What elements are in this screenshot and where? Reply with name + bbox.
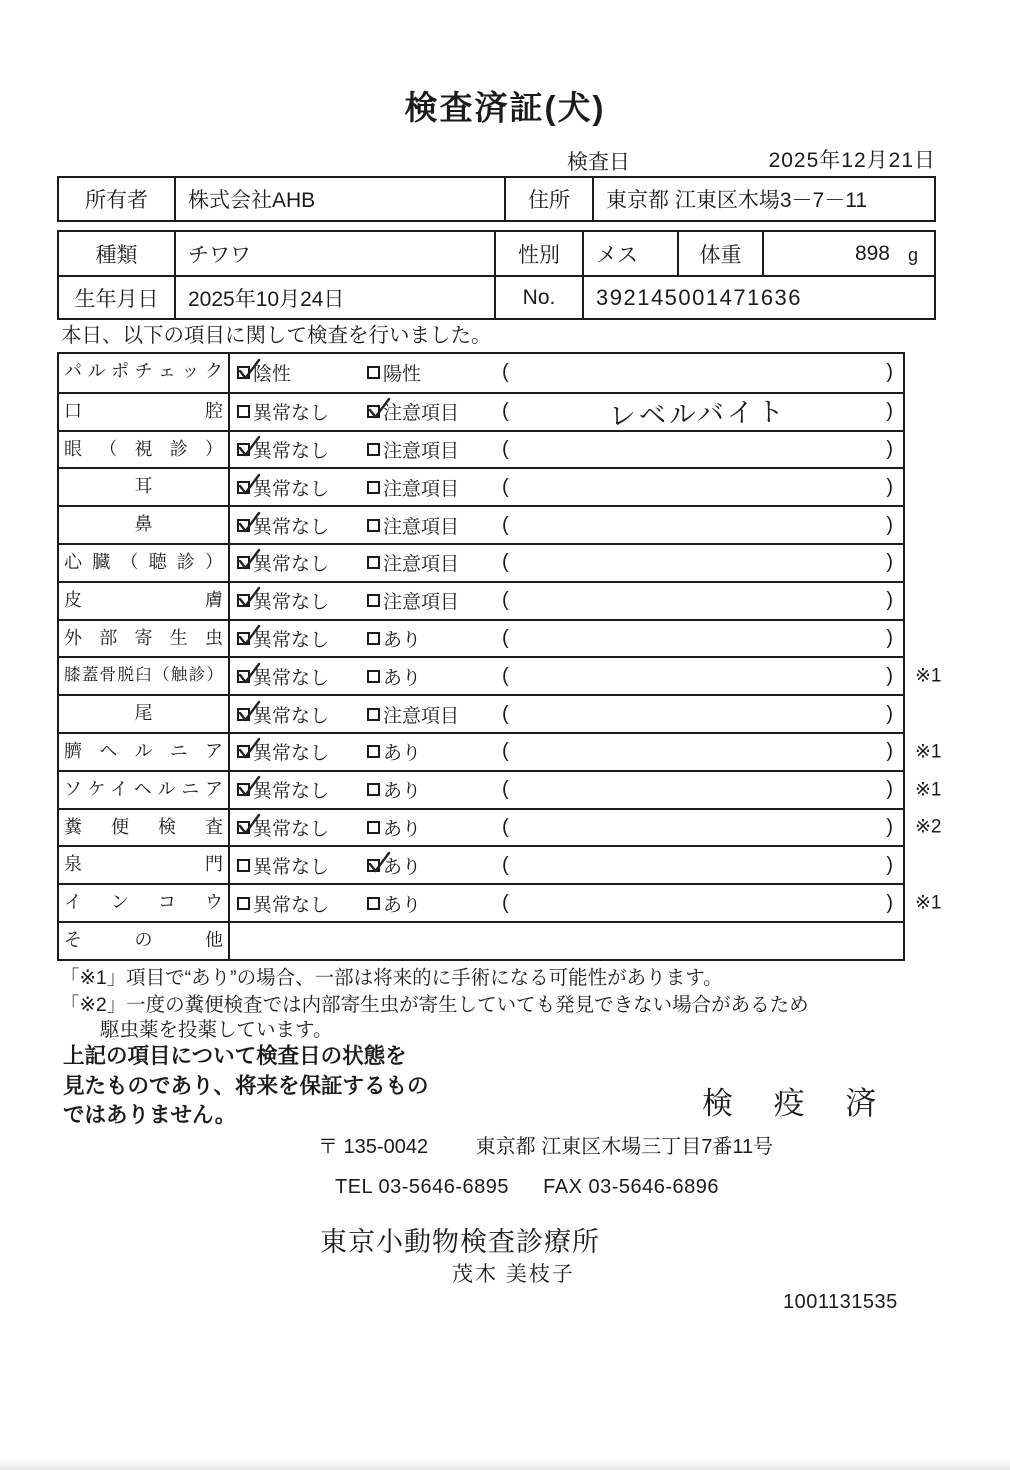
checkbox-icon [367,783,380,796]
option-1-label: 異常なし [253,818,330,840]
footnote-2-line1: 「※2」一度の糞便検査では内部寄生虫が寄生していても発見できない場合があるため [60,994,809,1016]
exam-date-value: 2025年12月21日 [768,149,936,172]
exam-item-label: 眼（視診） [59,432,230,468]
species-value: チワワ [174,232,494,275]
document-serial-number: 1001131535 [783,1291,898,1313]
checkbox-icon [237,632,250,645]
handwritten-note [509,823,887,833]
checkbox-icon [237,897,250,910]
paren-close: ) [886,589,893,612]
option-2-label: 注意項目 [383,592,460,614]
option-1-label: 異常なし [253,478,330,500]
option-1-label: 異常なし [253,629,330,651]
address-value: 東京都 江東区木場3－7－11 [592,178,934,220]
check-mark-icon [236,472,263,497]
option-1-label: 異常なし [253,781,330,803]
paren-open: ( [502,853,509,876]
species-label: 種類 [95,243,138,267]
owner-label: 所有者 [85,189,148,212]
owner-value: 株式会社AHB [174,178,504,220]
paren-open: ( [502,702,509,725]
checkbox-icon [367,670,380,683]
table-row [59,505,903,543]
clinic-postal-address [318,1130,773,1159]
check-mark-icon [236,585,263,610]
check-mark-icon [366,396,393,421]
checkbox-icon [367,405,380,418]
table-row [59,656,942,694]
exam-item-result [230,658,903,694]
registration-no-label: No. [494,275,582,318]
paren-close: ) [886,400,893,423]
exam-item-result [230,432,903,468]
table-row [59,694,903,732]
table-row [59,921,903,959]
page-title: 検査済証(犬) [404,89,606,126]
quarantine-stamp: 検 疫 済 [702,1086,893,1121]
option-2-label: あり [383,667,422,689]
paren-close: ) [886,664,893,687]
disclaimer-line1: 上記の項目について検査日の状態を [63,1044,407,1068]
result-option-1 [237,890,367,917]
result-option-1 [237,852,367,879]
checkbox-icon [237,519,250,532]
option-2-label: あり [383,781,422,803]
handwritten-note [509,482,887,492]
checkbox-icon [367,519,380,532]
result-option-1 [237,663,367,690]
result-option-1 [237,512,367,539]
exam-item-result [230,545,903,581]
paren-close: ) [886,361,893,384]
footnote-2-line2: 駆虫薬を投薬しています。 [100,1019,333,1041]
checkbox-icon [367,594,380,607]
result-option-2 [367,776,502,803]
handwritten-note [509,747,887,757]
checkbox-icon [237,405,250,418]
check-mark-icon [236,357,263,382]
exam-item-result [230,923,903,959]
checkbox-icon [367,745,380,758]
disclaimer-line3: ではありません。 [63,1103,237,1127]
paren-open: ( [502,589,509,612]
table-row [59,543,903,581]
footnote-1: 「※1」項目で“あり”の場合、一部は将来的に手術になる可能性があります。 [60,967,723,989]
check-mark-icon [236,774,263,799]
paren-open: ( [502,361,509,384]
option-2-label: あり [383,818,422,840]
option-2-label: あり [383,856,422,878]
weight-label: 体重 [677,232,762,275]
birthdate-value: 2025年10月24日 [174,275,494,318]
check-mark-icon [366,850,393,875]
check-mark-icon [236,736,263,761]
option-2-label: 注意項目 [383,440,460,462]
exam-item-label: インコウ [59,885,230,921]
exam-item-label: 耳 [59,469,230,505]
paren-close: ) [886,853,893,876]
check-mark-icon [236,661,263,686]
address-label: 住所 [504,178,592,220]
weight-value [762,232,934,275]
checkbox-icon [237,745,250,758]
paren-close: ) [886,891,893,914]
handwritten-note [509,785,887,795]
handwritten-note [509,634,887,644]
result-option-2 [367,587,502,614]
checkbox-icon [237,783,250,796]
table-row [59,732,942,770]
option-1-label: 異常なし [253,592,330,614]
paren-close: ) [886,513,893,536]
paren-close: ) [886,740,893,763]
result-option-2 [367,663,502,690]
table-row [59,619,903,657]
option-1-label: 異常なし [253,403,330,425]
clinic-fax: FAX 03-5646-6896 [543,1176,720,1198]
option-2-label: 注意項目 [383,478,460,500]
result-option-1 [237,549,367,576]
result-option-2 [367,852,502,879]
result-option-2 [367,512,502,539]
paren-open: ( [502,891,509,914]
paren-open: ( [502,551,509,574]
result-option-1 [237,474,367,501]
footnote-mark: ※1 [915,892,942,914]
result-option-2 [367,398,502,425]
option-1-label: 異常なし [253,440,330,462]
exam-item-label: 鼻 [59,507,230,543]
exam-date-label: 検査日 [567,151,630,174]
examiner-name: 茂木 美枝子 [452,1263,575,1286]
clinic-tel: TEL 03-5646-6895 [335,1176,510,1198]
exam-item-label: ソケイヘルニア [59,772,230,808]
exam-item-result [230,394,903,430]
weight-number: 898 [854,241,890,265]
option-2-label: 注意項目 [383,403,460,425]
option-1-label: 異常なし [253,894,330,916]
result-option-2 [367,436,502,463]
paren-open: ( [502,778,509,801]
disclaimer-text [63,1042,429,1131]
result-option-2 [367,549,502,576]
result-option-1 [237,738,367,765]
handwritten-note [509,445,887,455]
handwritten-note [509,596,887,606]
checkbox-icon [367,859,380,872]
checkbox-icon [367,708,380,721]
pet-info-table [57,230,936,320]
owner-table [57,176,936,222]
result-option-1 [237,701,367,728]
table-row [59,808,942,846]
result-option-1 [237,587,367,614]
exam-item-result [230,507,903,543]
result-option-1 [237,625,367,652]
exam-item-label: 泉門 [59,847,230,883]
exam-item-label: 心臓（聴診） [59,545,230,581]
result-option-2 [367,625,502,652]
exam-item-result [230,583,903,619]
exam-item-label: 口腔 [59,394,230,430]
paren-open: ( [502,626,509,649]
checkbox-icon [367,443,380,456]
paren-close: ) [886,551,893,574]
registration-no-value: 392145001471636 [582,275,934,318]
exam-item-label: その他 [59,923,230,959]
paren-open: ( [502,400,509,423]
exam-item-label: 尾 [59,696,230,732]
exam-item-result [230,354,903,392]
checkbox-icon [367,481,380,494]
paren-close: ) [886,437,893,460]
option-2-label: 注意項目 [383,516,460,538]
table-row [59,770,942,808]
result-option-2 [367,474,502,501]
check-mark-icon [236,812,263,837]
table-row [59,845,903,883]
result-option-2 [367,890,502,917]
disclaimer-line2: 見たものであり、将来を保証するもの [63,1073,429,1098]
scan-artifact-band [0,1458,1010,1470]
paren-close: ) [886,626,893,649]
handwritten-note [509,671,887,681]
paren-close: ) [886,475,893,498]
checkbox-icon [237,366,250,379]
exam-item-label: パルポチェック [59,354,230,392]
exam-item-label: 外部寄生虫 [59,621,230,657]
check-mark-icon [236,699,263,724]
result-option-1 [237,814,367,841]
checkbox-icon [237,821,250,834]
clinic-contact [335,1176,719,1199]
exam-item-label: 膝蓋骨脱臼（触診） [59,658,230,694]
exam-item-label: 臍ヘルニア [59,734,230,770]
result-option-1 [237,776,367,803]
check-mark-icon [236,510,263,535]
footnote-mark: ※1 [915,665,942,687]
result-option-2 [367,701,502,728]
exam-item-result [230,847,903,883]
handwritten-note: レベルバイト [608,396,787,432]
checkbox-icon [237,594,250,607]
exam-item-result [230,772,903,808]
checkbox-icon [237,670,250,683]
postal-code: 〒 135-0042 [318,1136,429,1158]
paren-open: ( [502,740,509,763]
footnote-mark: ※1 [915,779,942,801]
paren-open: ( [502,437,509,460]
table-row [59,883,942,921]
handwritten-note [509,709,887,719]
result-option-1 [237,436,367,463]
table-row [59,467,903,505]
result-option-2 [367,814,502,841]
birthdate-label: 生年月日 [59,275,174,318]
paren-open: ( [502,664,509,687]
checkbox-icon [237,481,250,494]
option-2-label: あり [383,743,422,765]
handwritten-note [509,520,887,530]
exam-item-label: 糞便検査 [59,810,230,846]
table-row [59,430,903,468]
clinic-name: 東京小動物検査診療所 [320,1227,600,1257]
option-2-label: あり [383,629,422,651]
paren-close: ) [886,778,893,801]
option-2-label: あり [383,894,422,916]
option-2-label: 注意項目 [383,705,460,727]
weight-unit: g [907,245,918,265]
paren-close: ) [886,815,893,838]
handwritten-note [509,558,887,568]
checkbox-icon [237,556,250,569]
option-1-label: 異常なし [253,856,330,878]
result-option-2 [367,738,502,765]
handwritten-note [509,898,887,908]
option-1-label: 異常なし [253,516,330,538]
option-2-label: 注意項目 [383,554,460,576]
footnote-mark: ※2 [915,816,942,838]
checkbox-icon [237,443,250,456]
checkbox-icon [367,897,380,910]
sex-value: メス [582,232,677,275]
option-2-label: 陽性 [383,364,422,386]
exam-item-result [230,885,903,921]
result-option-2 [367,359,502,386]
check-mark-icon [236,623,263,648]
option-1-label: 異常なし [253,554,330,576]
table-row [59,392,903,430]
option-1-label: 異常なし [253,667,330,689]
paren-open: ( [502,815,509,838]
checkbox-icon [237,708,250,721]
sex-label: 性別 [494,232,582,275]
result-option-1 [237,359,367,386]
exam-item-result [230,810,903,846]
exam-item-result [230,696,903,732]
checkbox-icon [367,821,380,834]
handwritten-note [509,860,887,870]
option-1-label: 異常なし [253,743,330,765]
option-1-label: 異常なし [253,705,330,727]
footnote-mark: ※1 [915,741,942,763]
exam-item-label: 皮膚 [59,583,230,619]
table-row [59,581,903,619]
intro-statement: 本日、以下の項目に関して検査を行いました。 [61,324,492,347]
handwritten-note [509,368,887,378]
exam-item-result [230,734,903,770]
paren-close: ) [886,702,893,725]
checkbox-icon [367,366,380,379]
check-mark-icon [236,547,263,572]
result-option-1 [237,398,367,425]
paren-open: ( [502,475,509,498]
paren-open: ( [502,513,509,536]
exam-item-result [230,621,903,657]
checkbox-icon [237,859,250,872]
option-1-label: 陰性 [253,364,292,386]
table-row [59,354,903,392]
clinic-address: 東京都 江東区木場三丁目7番11号 [475,1136,774,1158]
exam-item-result [230,469,903,505]
exam-table [57,352,942,961]
checkbox-icon [367,556,380,569]
check-mark-icon [236,434,263,459]
checkbox-icon [367,632,380,645]
